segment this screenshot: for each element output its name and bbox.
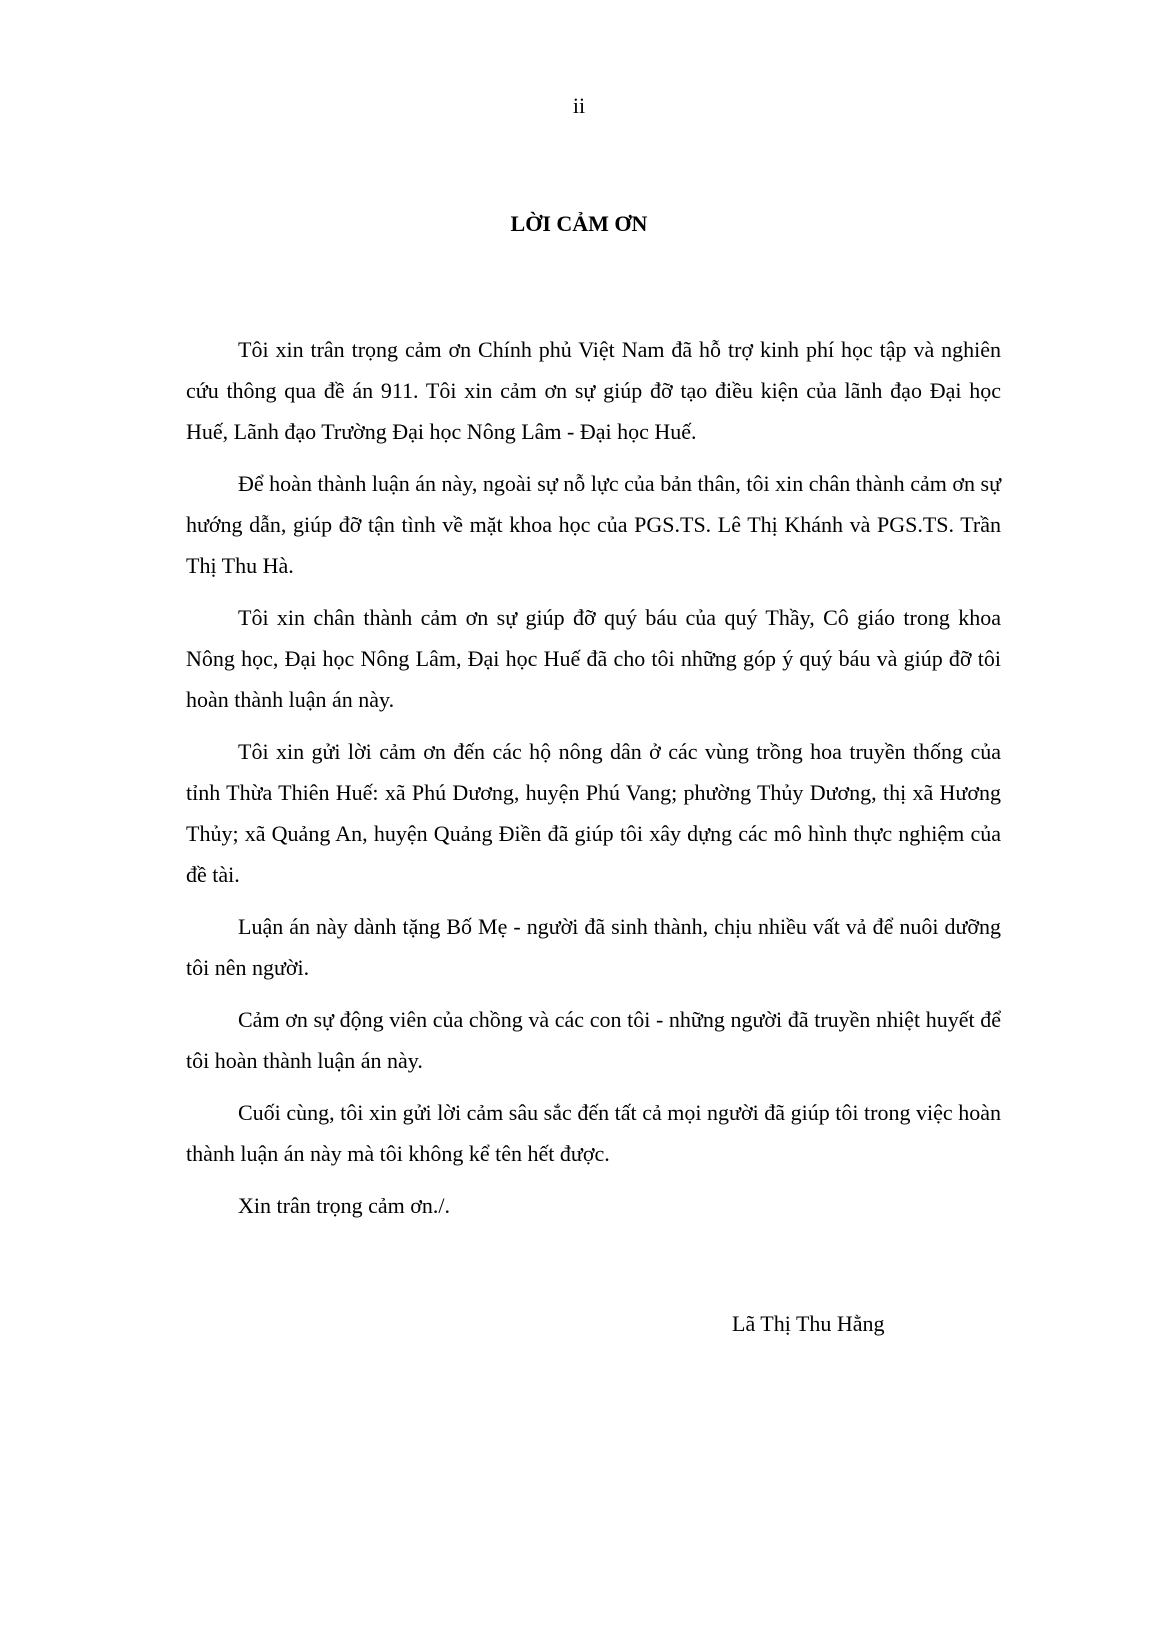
author-signature: Lã Thị Thu Hằng <box>732 1311 885 1336</box>
page-title: LỜI CẢM ƠN <box>510 211 648 236</box>
paragraph-supervisors: Để hoàn thành luận án này, ngoài sự nỗ lực của bản thân, tôi xin chân thành cảm ơn sự hướng dẫn, giúp đỡ tận tình về mặt khoa học của PGS.TS. Lê Thị Khánh và PGS.TS. Trần Thị Thu Hà. <box>186 471 1001 578</box>
paragraph-parents: Luận án này dành tặng Bố Mẹ - người đã sinh thành, chịu nhiều vất vả để nuôi dưỡng tôi nên người. <box>186 914 1001 980</box>
paragraph-faculty: Tôi xin chân thành cảm ơn sự giúp đỡ quý báu của quý Thầy, Cô giáo trong khoa Nông học, Đại học Nông Lâm, Đại học Huế đã cho tôi những góp ý quý báu và giúp đỡ tôi hoàn thành luận án này. <box>186 605 1001 712</box>
paragraph-everyone: Cuối cùng, tôi xin gửi lời cảm sâu sắc đến tất cả mọi người đã giúp tôi trong việc hoàn thành luận án này mà tôi không kể tên hết được. <box>186 1100 1001 1166</box>
paragraph-family: Cảm ơn sự động viên của chồng và các con tôi - những người đã truyền nhiệt huyết để tôi hoàn thành luận án này. <box>186 1007 1001 1073</box>
paragraph-government-support: Tôi xin trân trọng cảm ơn Chính phủ Việt Nam đã hỗ trợ kinh phí học tập và nghiên cứu thông qua đề án 911. Tôi xin cảm ơn sự giúp đỡ tạo điều kiện của lãnh đạo Đại học Huế, Lãnh đạo Trường Đại học Nông Lâm - Đại học Huế. <box>186 337 1001 444</box>
paragraph-farmers: Tôi xin gửi lời cảm ơn đến các hộ nông dân ở các vùng trồng hoa truyền thống của tỉnh Thừa Thiên Huế: xã Phú Dương, huyện Phú Vang; phường Thủy Dương, thị xã Hương Thủy; xã Quảng An, huyện Quảng Điền đã giúp tôi xây dựng các mô hình thực nghiệm của đề tài. <box>186 739 1001 887</box>
paragraph-closing: Xin trân trọng cảm ơn./. <box>238 1193 451 1218</box>
acknowledgement-body <box>186 329 1001 1237</box>
page-number: ii <box>572 93 586 118</box>
